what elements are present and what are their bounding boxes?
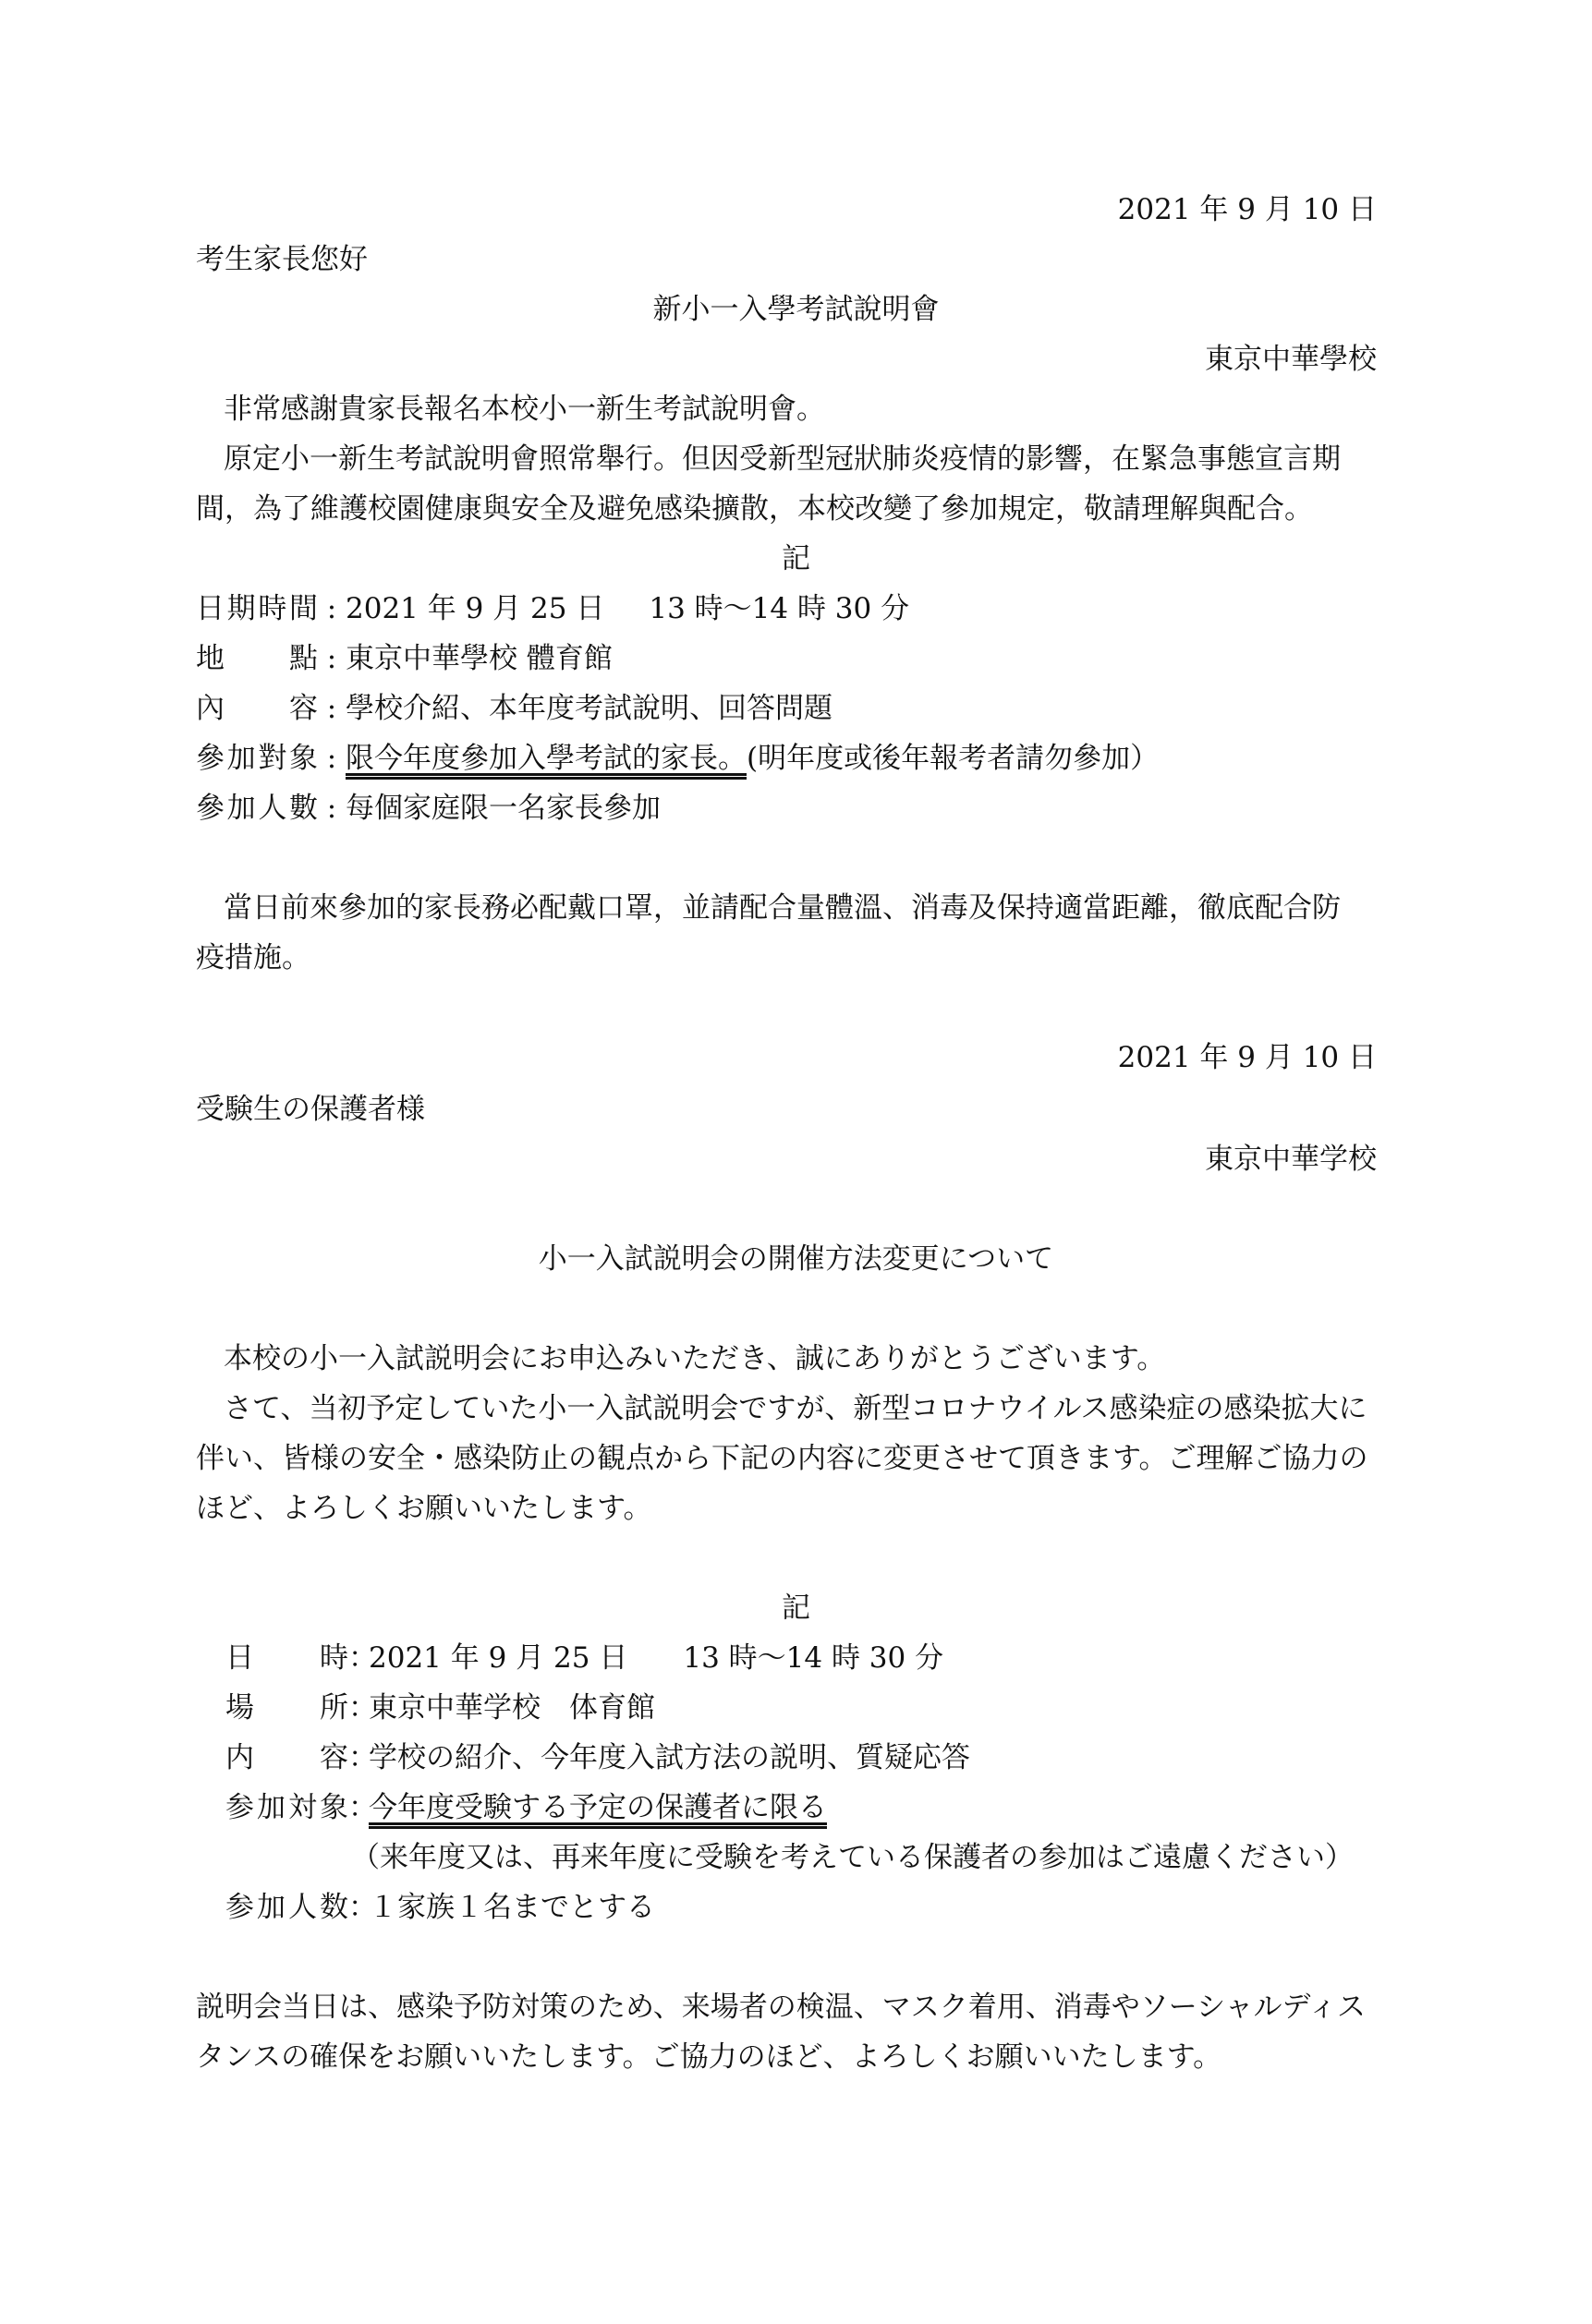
ja-datetime-time: 13 時～14 時 30 分	[683, 1641, 944, 1675]
ja-datetime-row	[225, 1641, 944, 1675]
zh-notice-line-1: 當日前來參加的家長務必配戴口罩，並請配合量體溫、消毒及保持適當距離，徹底配合防	[224, 891, 1341, 925]
colon: :	[326, 792, 337, 825]
zh-date: 2021 年 9 月 10 日	[1117, 193, 1377, 226]
zh-ji-heading: 記	[782, 542, 810, 575]
zh-datetime-label: 日期時間	[196, 592, 318, 625]
ja-count-label: 参加人数	[225, 1891, 348, 1924]
colon: :	[326, 592, 337, 625]
ja-body-line-1: さて、当初予定していた小一入試説明会ですが、新型コロナウイルス感染症の感染拡大に	[224, 1392, 1367, 1425]
ja-place-label: 場所	[225, 1691, 348, 1725]
zh-target-value: 限今年度參加入學考試的家長。	[346, 742, 747, 775]
colon: :	[326, 642, 337, 675]
zh-datetime-time: 13 時～14 時 30 分	[649, 592, 910, 625]
zh-target-row	[196, 744, 1159, 773]
zh-datetime-value: 2021 年 9 月 25 日	[346, 592, 605, 625]
zh-count-label: 參加人數	[196, 792, 318, 825]
ja-place-row	[225, 1691, 655, 1725]
ja-target-label: 参加対象	[225, 1791, 348, 1824]
ja-count-value: １家族１名までとする	[369, 1891, 655, 1924]
ja-body-line-3: ほど、よろしくお願いいたします。	[196, 1492, 652, 1525]
ja-body-line-2: 伴い、皆様の安全・感染防止の観点から下記の内容に変更させて頂きます。ご理解ご協力の	[196, 1442, 1368, 1475]
zh-count-row	[196, 794, 661, 823]
zh-datetime-row	[196, 592, 910, 625]
zh-place-label: 地點	[196, 642, 318, 675]
zh-content-value: 學校介紹、本年度考試說明、回答問題	[346, 692, 832, 725]
colon: ：	[348, 1641, 377, 1675]
ja-datetime-label: 日時	[225, 1641, 348, 1675]
ja-ki-heading: 記	[782, 1592, 810, 1625]
zh-title: 新小一入學考試說明會	[652, 293, 940, 326]
zh-salutation: 考生家長您好	[196, 243, 368, 276]
ja-place-value: 東京中華学校 体育館	[369, 1691, 655, 1725]
zh-target-label: 參加對象	[196, 742, 318, 775]
zh-place-row	[196, 642, 613, 675]
zh-intro: 非常感謝貴家長報名本校小一新生考試說明會。	[224, 393, 825, 426]
ja-salutation: 受験生の保護者様	[196, 1093, 425, 1126]
zh-school-name: 東京中華學校	[1205, 343, 1377, 376]
ja-notice-line-2: タンスの確保をお願いいたします。ご協力のほど、よろしくお願いいたします。	[196, 2040, 1222, 2074]
colon: ：	[348, 1791, 377, 1824]
ja-content-row	[225, 1741, 970, 1774]
ja-school-name: 東京中華学校	[1205, 1143, 1377, 1176]
ja-title: 小一入試説明会の開催方法変更について	[538, 1242, 1054, 1276]
colon: ：	[348, 1891, 377, 1924]
ja-target-note: （来年度又は、再来年度に受験を考えている保護者の参加はご遠慮ください）	[351, 1841, 1354, 1874]
ja-target-value: 今年度受験する予定の保護者に限る	[369, 1791, 827, 1824]
ja-date: 2021 年 9 月 10 日	[1117, 1041, 1377, 1074]
ja-content-value: 学校の紹介、今年度入試方法の説明、質疑応答	[369, 1741, 970, 1774]
ja-notice-line-1: 説明会当日は、感染予防対策のため、来場者の検温、マスク着用、消毒やソーシャルディス	[196, 1991, 1367, 2024]
zh-place-value: 東京中華學校 體育館	[346, 642, 613, 675]
colon: :	[326, 692, 337, 725]
colon: ：	[348, 1741, 377, 1774]
colon: :	[326, 742, 337, 775]
zh-content-row	[196, 692, 832, 725]
ja-datetime-value: 2021 年 9 月 25 日	[369, 1641, 628, 1675]
zh-content-label: 內容	[196, 692, 318, 725]
zh-count-value: 每個家庭限一名家長參加	[346, 792, 661, 825]
ja-count-row	[225, 1891, 655, 1924]
ja-intro: 本校の小一入試説明会にお申込みいただき、誠にありがとうございます。	[224, 1342, 1166, 1375]
zh-body-line-2: 間，為了維護校園健康與安全及避免感染擴散，本校改變了參加規定，敬請理解與配合。	[196, 492, 1313, 526]
ja-content-label: 内容	[225, 1741, 348, 1774]
zh-notice-line-2: 疫措施。	[196, 941, 310, 974]
zh-target-note: (明年度或後年報考者請勿參加）	[747, 742, 1160, 775]
colon: ：	[348, 1691, 377, 1725]
ja-target-row	[225, 1791, 827, 1824]
zh-body-line-1: 原定小一新生考試說明會照常舉行。但因受新型冠狀肺炎疫情的影響，在緊急事態宣言期	[224, 442, 1341, 476]
